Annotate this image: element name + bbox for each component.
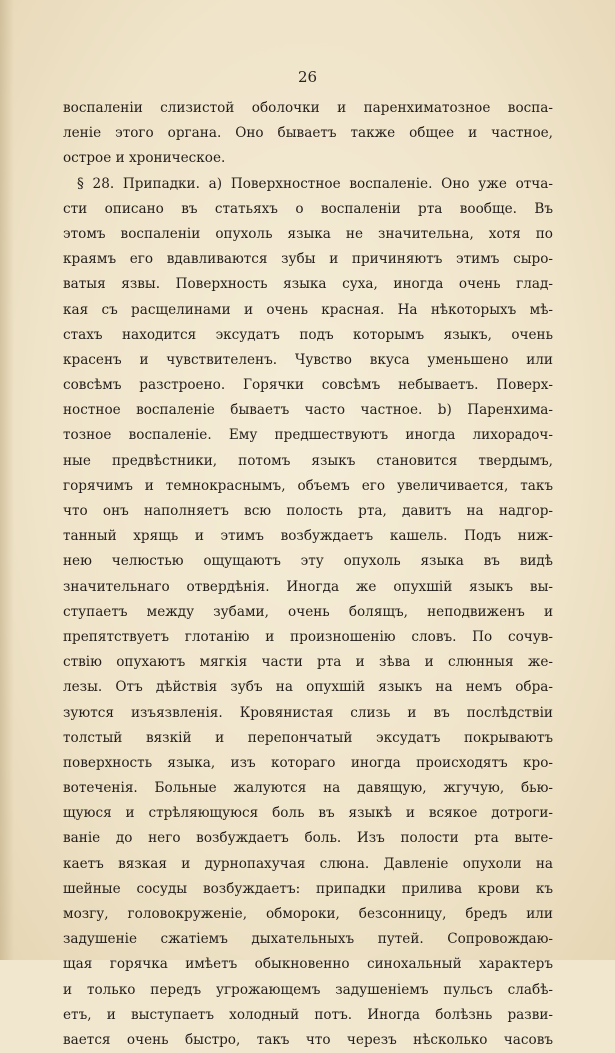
text-line: танный хрящь и этимъ возбуждаетъ кашель. Подъ ниж- [63, 528, 553, 545]
text-line: и только передъ угрожающемъ задушеніемъ пульсъ слабѣ- [63, 981, 553, 998]
page-edge-shadow [0, 0, 14, 960]
text-line: щая горячка имѣетъ обыкновенно синохальный характеръ [63, 956, 553, 973]
text-line: задушеніе сжатіемъ дыхательныхъ путей. Сопровождаю- [63, 931, 553, 948]
text-line: ные предвѣстники, потомъ языкъ становится твердымъ, [63, 452, 553, 469]
text-line: ностное воспаленіе бываетъ часто частное. b) Паренхима- [63, 402, 553, 419]
text-line: вается очень быстро, такъ что черезъ нѣсколько часовъ [63, 1031, 553, 1048]
text-line: стахъ находится эксудатъ подъ которымъ языкъ, очень [63, 326, 553, 343]
text-line: тозное воспаленіе. Ему предшествуютъ иногда лихорадоч- [63, 427, 553, 444]
text-line: шейные сосуды возбуждаетъ: припадки прилива крови къ [63, 880, 553, 897]
text-line: препятствуетъ глотанію и произношенію словъ. По сочув- [63, 628, 553, 645]
text-line: ваніе до него возбуждаетъ боль. Изъ полости рта выте- [63, 830, 553, 847]
text-line: сти описано въ статьяхъ о воспаленіи рта вообще. Въ [63, 200, 553, 217]
text-line: острое и хроническое. [63, 150, 226, 167]
text-line: ступаетъ между зубами, очень болящъ, неподвиженъ и [63, 603, 553, 620]
text-line: щуюся и стрѣляющуюся боль въ языкѣ и всякое дотроги- [63, 805, 553, 822]
text-line: красенъ и чувствителенъ. Чувство вкуса уменьшено или [63, 351, 553, 368]
text-line: мозгу, головокруженіе, обмороки, безсонницу, бредъ или [63, 906, 553, 922]
text-line: поверхность языка, изъ котораго иногда происходятъ кро- [63, 754, 553, 771]
section-heading-line: § 28. Припадки. a) Поверхностное воспаленіе. Оно уже отча- [77, 175, 553, 192]
text-line: краямъ его вдавливаются зубы и причиняютъ этимъ сыро- [63, 251, 553, 268]
text-line: ствію опухаютъ мягкія части рта и зѣва и слюнныя же- [63, 654, 553, 671]
text-line: каетъ вязкая и дурнопахучая слюна. Давленіе опухоли на [63, 855, 553, 872]
text-line: етъ, и выступаетъ холодный потъ. Иногда болѣзнь разви- [63, 1006, 553, 1023]
page-number: 26 [297, 68, 318, 86]
text-line: нею челюстью ощущаютъ эту опухоль языка въ видѣ [63, 553, 553, 570]
text-line: кая съ расщелинами и очень красная. На нѣкоторыхъ мѣ- [63, 301, 553, 318]
text-line: совсѣмъ разстроено. Горячки совсѣмъ небываетъ. Поверх- [63, 377, 553, 394]
text-line: толстый вязкій и перепончатый эксудатъ покрываютъ [63, 729, 553, 746]
text-line: леніе этого органа. Оно бываетъ также общее и частное, [63, 125, 553, 142]
text-line: этомъ воспаленіи опухоль языка не значительна, хотя по [63, 225, 553, 242]
body-text [63, 96, 553, 1053]
text-line: что онъ наполняетъ всю полость рта, давитъ на надгор- [63, 503, 553, 519]
text-line: воспаленіи слизистой оболочки и паренхиматозное воспа- [63, 100, 553, 116]
text-line: вотеченія. Больные жалуются на давящую, жгучую, бью- [63, 780, 553, 797]
text-line: значительнаго отвердѣнія. Иногда же опухшій языкъ вы- [63, 578, 553, 595]
text-line: горячимъ и темнокраснымъ, объемъ его увеличивается, такъ [63, 477, 553, 494]
text-line: лезы. Отъ дѣйствія зубъ на опухшій языкъ на немъ обра- [63, 679, 553, 696]
text-line: зуются изъязвленія. Кровянистая слизь и въ послѣдствіи [63, 704, 553, 721]
text-line: ватыя язвы. Поверхность языка суха, иногда очень глад- [63, 276, 553, 293]
